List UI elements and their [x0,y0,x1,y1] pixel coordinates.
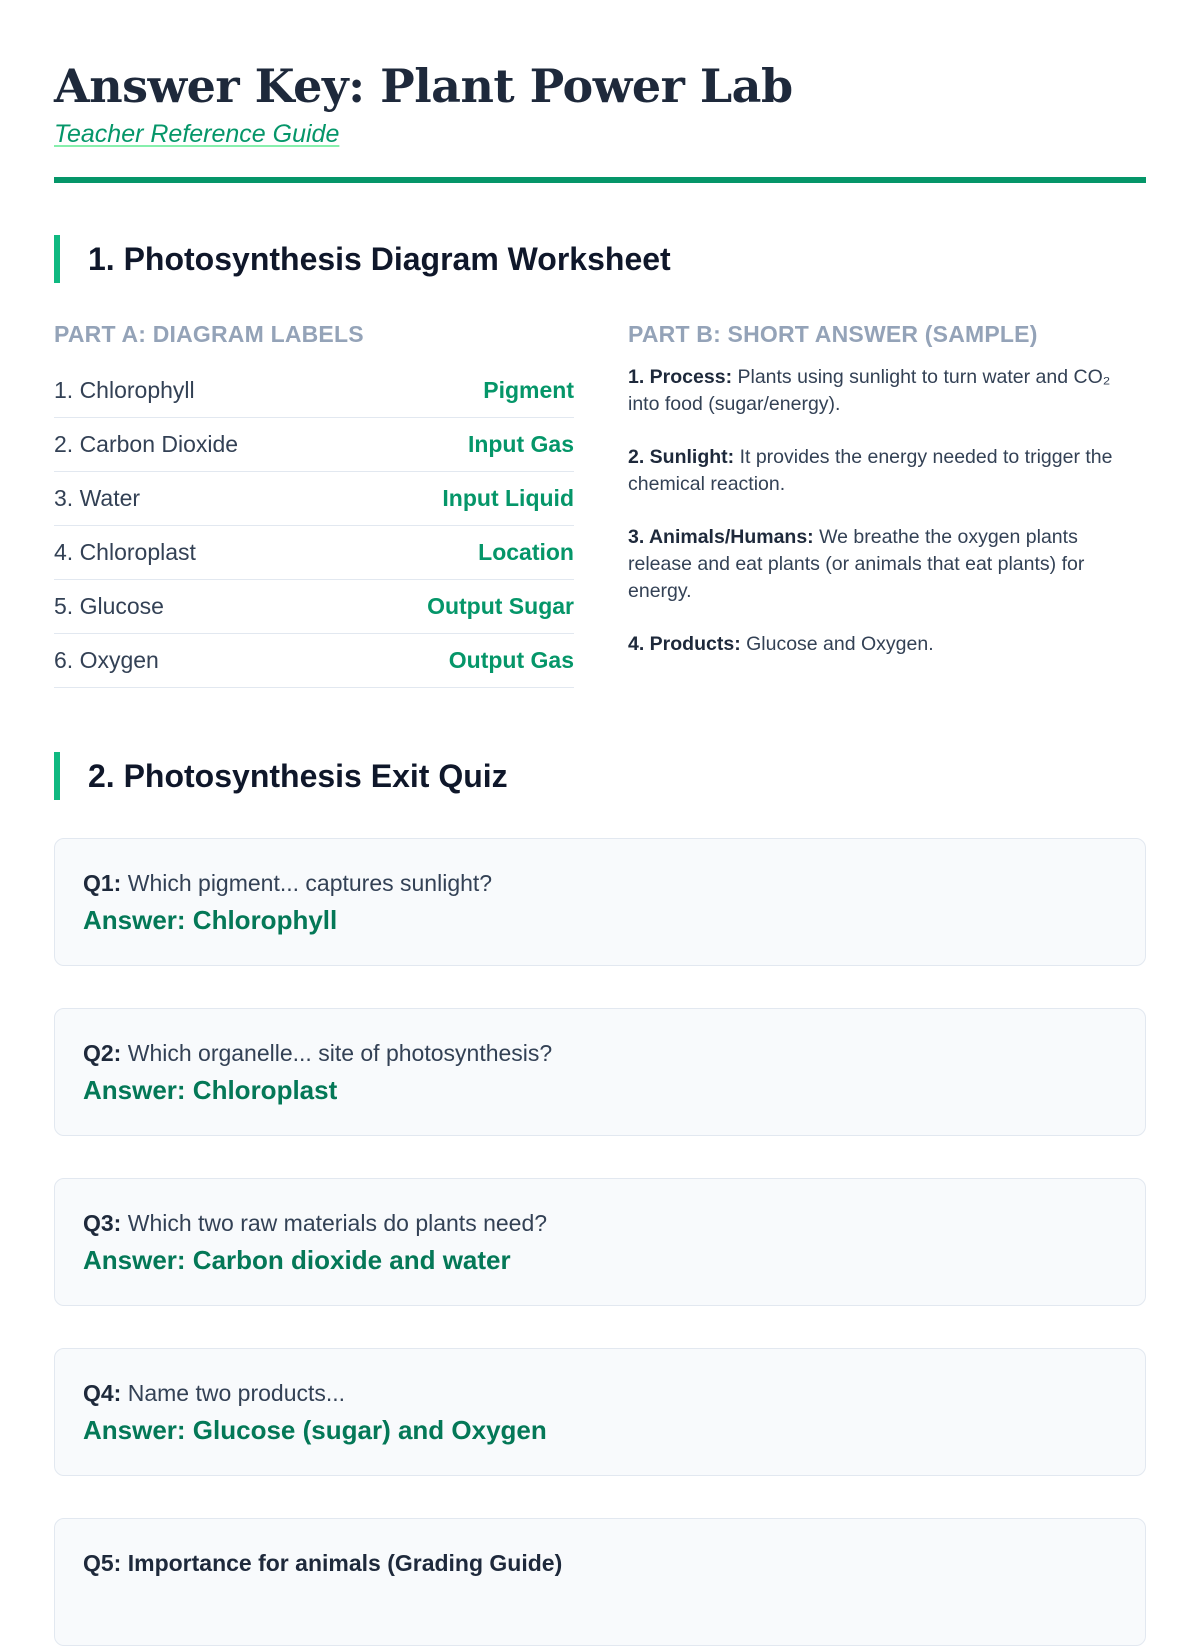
label-row [54,526,574,580]
label-role: Output Sugar [427,593,574,619]
label-role: Input Liquid [442,485,574,511]
question-text: Name two products... [121,1380,346,1406]
quiz-answer: Answer: Chlorophyll [83,905,338,935]
label-term: 4. Chloroplast [54,539,196,565]
part-b-title: PART B: SHORT ANSWER (SAMPLE) [628,321,1038,347]
short-answer-lead: 1. Process: [628,366,733,388]
short-answer-text: It provides the energy needed to trigger the chemical reaction. [628,446,1113,495]
label-term: 1. Chlorophyll [54,377,195,403]
label-term: 2. Carbon Dioxide [54,431,239,457]
quiz-answer: Answer: Chloroplast [83,1075,338,1105]
question-number: Q4: [83,1380,122,1406]
part-a-diagram-labels [54,321,574,688]
short-answer-item [628,631,1138,658]
quiz-card [54,1518,1146,1646]
label-row [54,634,574,688]
short-answer-item [628,524,1138,605]
label-list [54,364,574,688]
short-answer-lead: 2. Sunlight: [628,446,735,468]
label-term: 5. Glucose [54,593,164,619]
quiz-card [54,1178,1146,1306]
quiz-answer: Answer: Carbon dioxide and water [83,1245,511,1275]
short-answer-text: Plants using sunlight to turn water and CO₂ into food (sugar/energy). [628,366,1111,415]
label-row [54,418,574,472]
section-accent-bar [54,235,60,283]
page-title: Answer Key: Plant Power Lab [54,59,793,113]
quiz-answer: Answer: Glucose (sugar) and Oxygen [83,1415,547,1445]
short-answer-text: Glucose and Oxygen. [740,633,934,655]
question-number: Q1: [83,870,122,896]
question-text: Importance for animals (Grading Guide) [121,1550,563,1576]
page-subtitle-link[interactable]: Teacher Reference Guide [54,120,340,148]
short-answer-item [628,444,1138,498]
question-number: Q3: [83,1210,122,1236]
question-text: Which pigment... captures sunlight? [121,870,493,896]
label-row [54,364,574,418]
quiz-question [83,1547,1117,1579]
label-term: 6. Oxygen [54,647,159,673]
quiz-list [54,838,1146,1646]
section-heading-exit-quiz [54,752,1146,800]
quiz-card [54,1008,1146,1136]
quiz-question [83,1207,1117,1239]
label-role: Location [478,539,574,565]
question-text: Which organelle... site of photosynthesis? [121,1040,553,1066]
label-row [54,472,574,526]
label-role: Pigment [483,377,574,403]
title-divider [54,177,1146,183]
label-role: Input Gas [467,431,574,457]
quiz-question [83,1037,1117,1069]
question-number: Q2: [83,1040,122,1066]
quiz-question [83,867,1117,899]
section-accent-bar [54,752,60,800]
part-a-title: PART A: DIAGRAM LABELS [54,321,364,347]
short-answer-lead: 4. Products: [628,633,741,655]
part-b-short-answer [628,321,1138,688]
section-title: 1. Photosynthesis Diagram Worksheet [88,240,671,277]
short-answer-text: We breathe the oxygen plants release and eat plants (or animals that eat plants) for energy. [628,526,1085,602]
short-answer-item [628,364,1138,418]
worksheet-columns [54,321,1146,688]
label-row [54,580,574,634]
section-heading-worksheet [54,235,1146,283]
label-role: Output Gas [448,647,574,673]
section-title: 2. Photosynthesis Exit Quiz [88,757,508,794]
question-text: Which two raw materials do plants need? [121,1210,548,1236]
question-number: Q5: [83,1550,122,1576]
quiz-card [54,838,1146,966]
quiz-card [54,1348,1146,1476]
short-answer-lead: 3. Animals/Humans: [628,526,814,548]
label-term: 3. Water [54,485,141,511]
quiz-question [83,1377,1117,1409]
